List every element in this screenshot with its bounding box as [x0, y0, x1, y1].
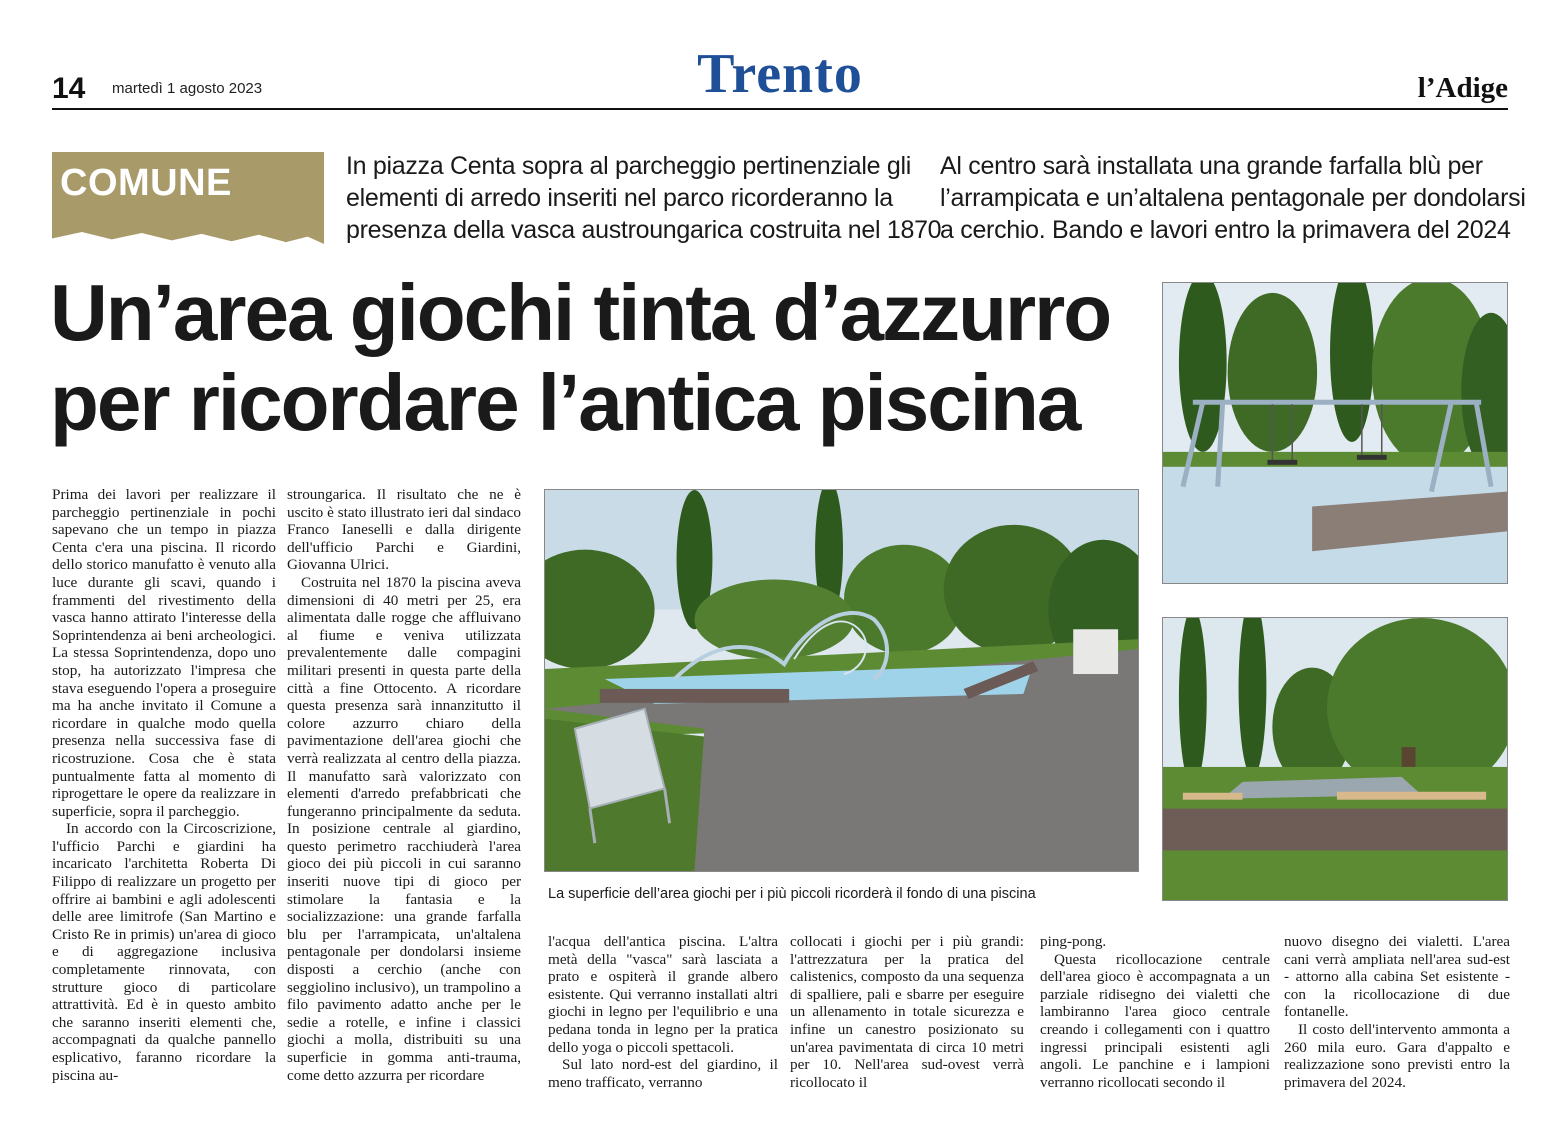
- body-paragraph: In accordo con la Circoscrizione, l'ufficio Parchi e giardini ha incaricato l'architetta Roberta Di Filippo di realizzare un progetto per offrire ai bambini e agli adolescenti delle aree limitrofe (San Martino e Cristo Re in primis) un'area di gioco e di aggregazione inclusiva completamente rinnovata, con strutture gioco di particolare attrattività. Ed è in questo ambito che saranno inseriti elementi che, accompagnati da qualche pannello esplicativo, faranno ricordare la piscina au-: [52, 820, 276, 1084]
- swing-render-illustration: [1163, 283, 1507, 583]
- body-paragraph: collocati i giochi per i più grandi: l'attrezzatura per la pratica del calistenics, composto da una sequenza di spalliere, pali e sbarre per eseguire un allenamento in totale sicurezza e infine un canestro posizionato su un'area pavimentata di circa 10 metri per 10. Nell'area sud-ovest verrà ricollocato il: [790, 933, 1024, 1091]
- body-paragraph: l'acqua dell'antica piscina. L'altra metà della "vasca" sarà lasciata a prato e ospiterà il grande albero esistente. Qui verranno installati altri giochi in legno per l'equilibrio e una pedana tonda in legno per la pratica dello yoga o piccoli spettacoli.: [548, 933, 778, 1056]
- body-column-5: [1040, 933, 1270, 1091]
- issue-date: martedì 1 agosto 2023: [112, 80, 263, 97]
- park-render-illustration: [1163, 618, 1507, 900]
- section-title: Trento: [697, 43, 863, 105]
- standfirst-left-line: elementi di arredo inseriti nel parco ricorderanno la: [346, 184, 893, 212]
- body-paragraph: Costruita nel 1870 la piscina aveva dimensioni di 40 metri per 25, era alimentata dalle rogge che affluivano al fiume e veniva utilizzata prevalentemente dalle compagini militari presenti in questa parte della città a fine Ottocento. A ricordare questa presenza sarà innanzitutto il colore azzurro chiaro della pavimentazione dell'area giochi che verrà realizzata al centro della piazza. Il manufatto sarà valorizzato con elementi d'arredo prefabbricati che fungeranno principalmente da seduta. In posizione centrale al giardino, questo perimetro racchiuderà l'area gioco dei più piccoli in cui saranno inseriti nuove tipi di gioco per stimolare la fantasia e la socializzazione: una grande farfalla blu per l'arrampicata, un'altalena pentagonale per dondolarsi insieme disposti a cerchio (anche con seggiolino inclusivo), un trampolino a filo pavimento adatto anche per le sedie a rotelle, e infine i classici giochi a molla, distribuiti su una superficie in gomma anti-trauma, come detto azzurra per ricordare: [287, 573, 521, 1084]
- photo-caption: La superficie dell’area giochi per i più piccoli ricorderà il fondo di una piscina: [548, 886, 1036, 902]
- park-render-photo: [1162, 617, 1508, 901]
- standfirst-right-line: Al centro sarà installata una grande farfalla blù per: [940, 152, 1483, 180]
- newspaper-brand: l’Adige: [1417, 72, 1508, 104]
- body-column-1: [52, 486, 276, 1084]
- body-column-2: [287, 486, 521, 1084]
- body-paragraph: Prima dei lavori per realizzare il parcheggio pertinenziale in pochi sapevano che un tempo in piazza Centa c'era una piscina. Il ricordo dello storico manufatto è venuto alla luce durante gli scavi, quando i frammenti del rivestimento della vasca hanno attirato l'interesse della Soprintendenza ai beni archeologici. La stessa Soprintendenza, dopo uno stop, ha autorizzato l'impresa che stava eseguendo l'opera a proseguire ma ha anche invitato il Comune a ricordare in qualche modo quella presenza nella successiva fase di ricostruzione. Cosa che è stata puntualmente fatta al momento di riprogettare le opere da realizzare in superficie, sopra il parcheggio.: [52, 486, 276, 820]
- body-paragraph: Questa ricollocazione centrale dell'area gioco è accompagnata a un parziale ridisegno dei vialetti che lambiranno l'area gioco centrale creando i collegamenti con i quattro ingressi principali esistenti agli angoli. Le panchine e i lampioni verranno ricollocati secondo il: [1040, 950, 1270, 1091]
- swing-render-photo: [1162, 282, 1508, 584]
- playground-render-photo: [544, 489, 1139, 872]
- standfirst-left-line: In piazza Centa sopra al parcheggio pertinenziale gli: [346, 152, 912, 180]
- standfirst-right-line: a cerchio. Bando e lavori entro la primavera del 2024: [940, 216, 1511, 244]
- standfirst-right-line: l’arrampicata e un’altalena pentagonale per dondolarsi: [940, 184, 1526, 212]
- body-paragraph: stroungarica. Il risultato che ne è uscito è stato illustrato ieri dal sindaco Franco Ianeselli e dalla dirigente dell'ufficio Parchi e Giardini, Giovanna Ulrici.: [287, 486, 521, 574]
- body-paragraph: Il costo dell'intervento ammonta a 260 mila euro. Gara d'appalto e realizzazione sono previsti entro la primavera del 2024.: [1284, 1020, 1510, 1091]
- body-column-4: [790, 933, 1024, 1091]
- body-paragraph: Sul lato nord-est del giardino, il meno trafficato, verranno: [548, 1056, 778, 1091]
- body-paragraph: nuovo disegno dei vialetti. L'area cani verrà ampliata nell'area sud-est - attorno alla cabina Set esistente - con la ricollocazione di due fontanelle.: [1284, 933, 1510, 1021]
- headline-line: Un’area giochi tinta d’azzurro: [50, 268, 1111, 357]
- masthead-divider: [52, 108, 1508, 110]
- standfirst-left: [346, 150, 942, 246]
- headline-line: per ricordare l’antica piscina: [50, 358, 1080, 447]
- page-number: 14: [52, 72, 86, 105]
- body-paragraph: ping-pong.: [1040, 933, 1107, 950]
- standfirst-right: [940, 150, 1526, 246]
- kicker-label: COMUNE: [60, 162, 232, 204]
- playground-render-illustration: [545, 490, 1138, 871]
- body-column-3: [548, 933, 778, 1091]
- body-column-6: [1284, 933, 1510, 1091]
- standfirst-left-line: presenza della vasca austroungarica costruita nel 1870: [346, 216, 942, 244]
- article-headline: [50, 268, 1150, 448]
